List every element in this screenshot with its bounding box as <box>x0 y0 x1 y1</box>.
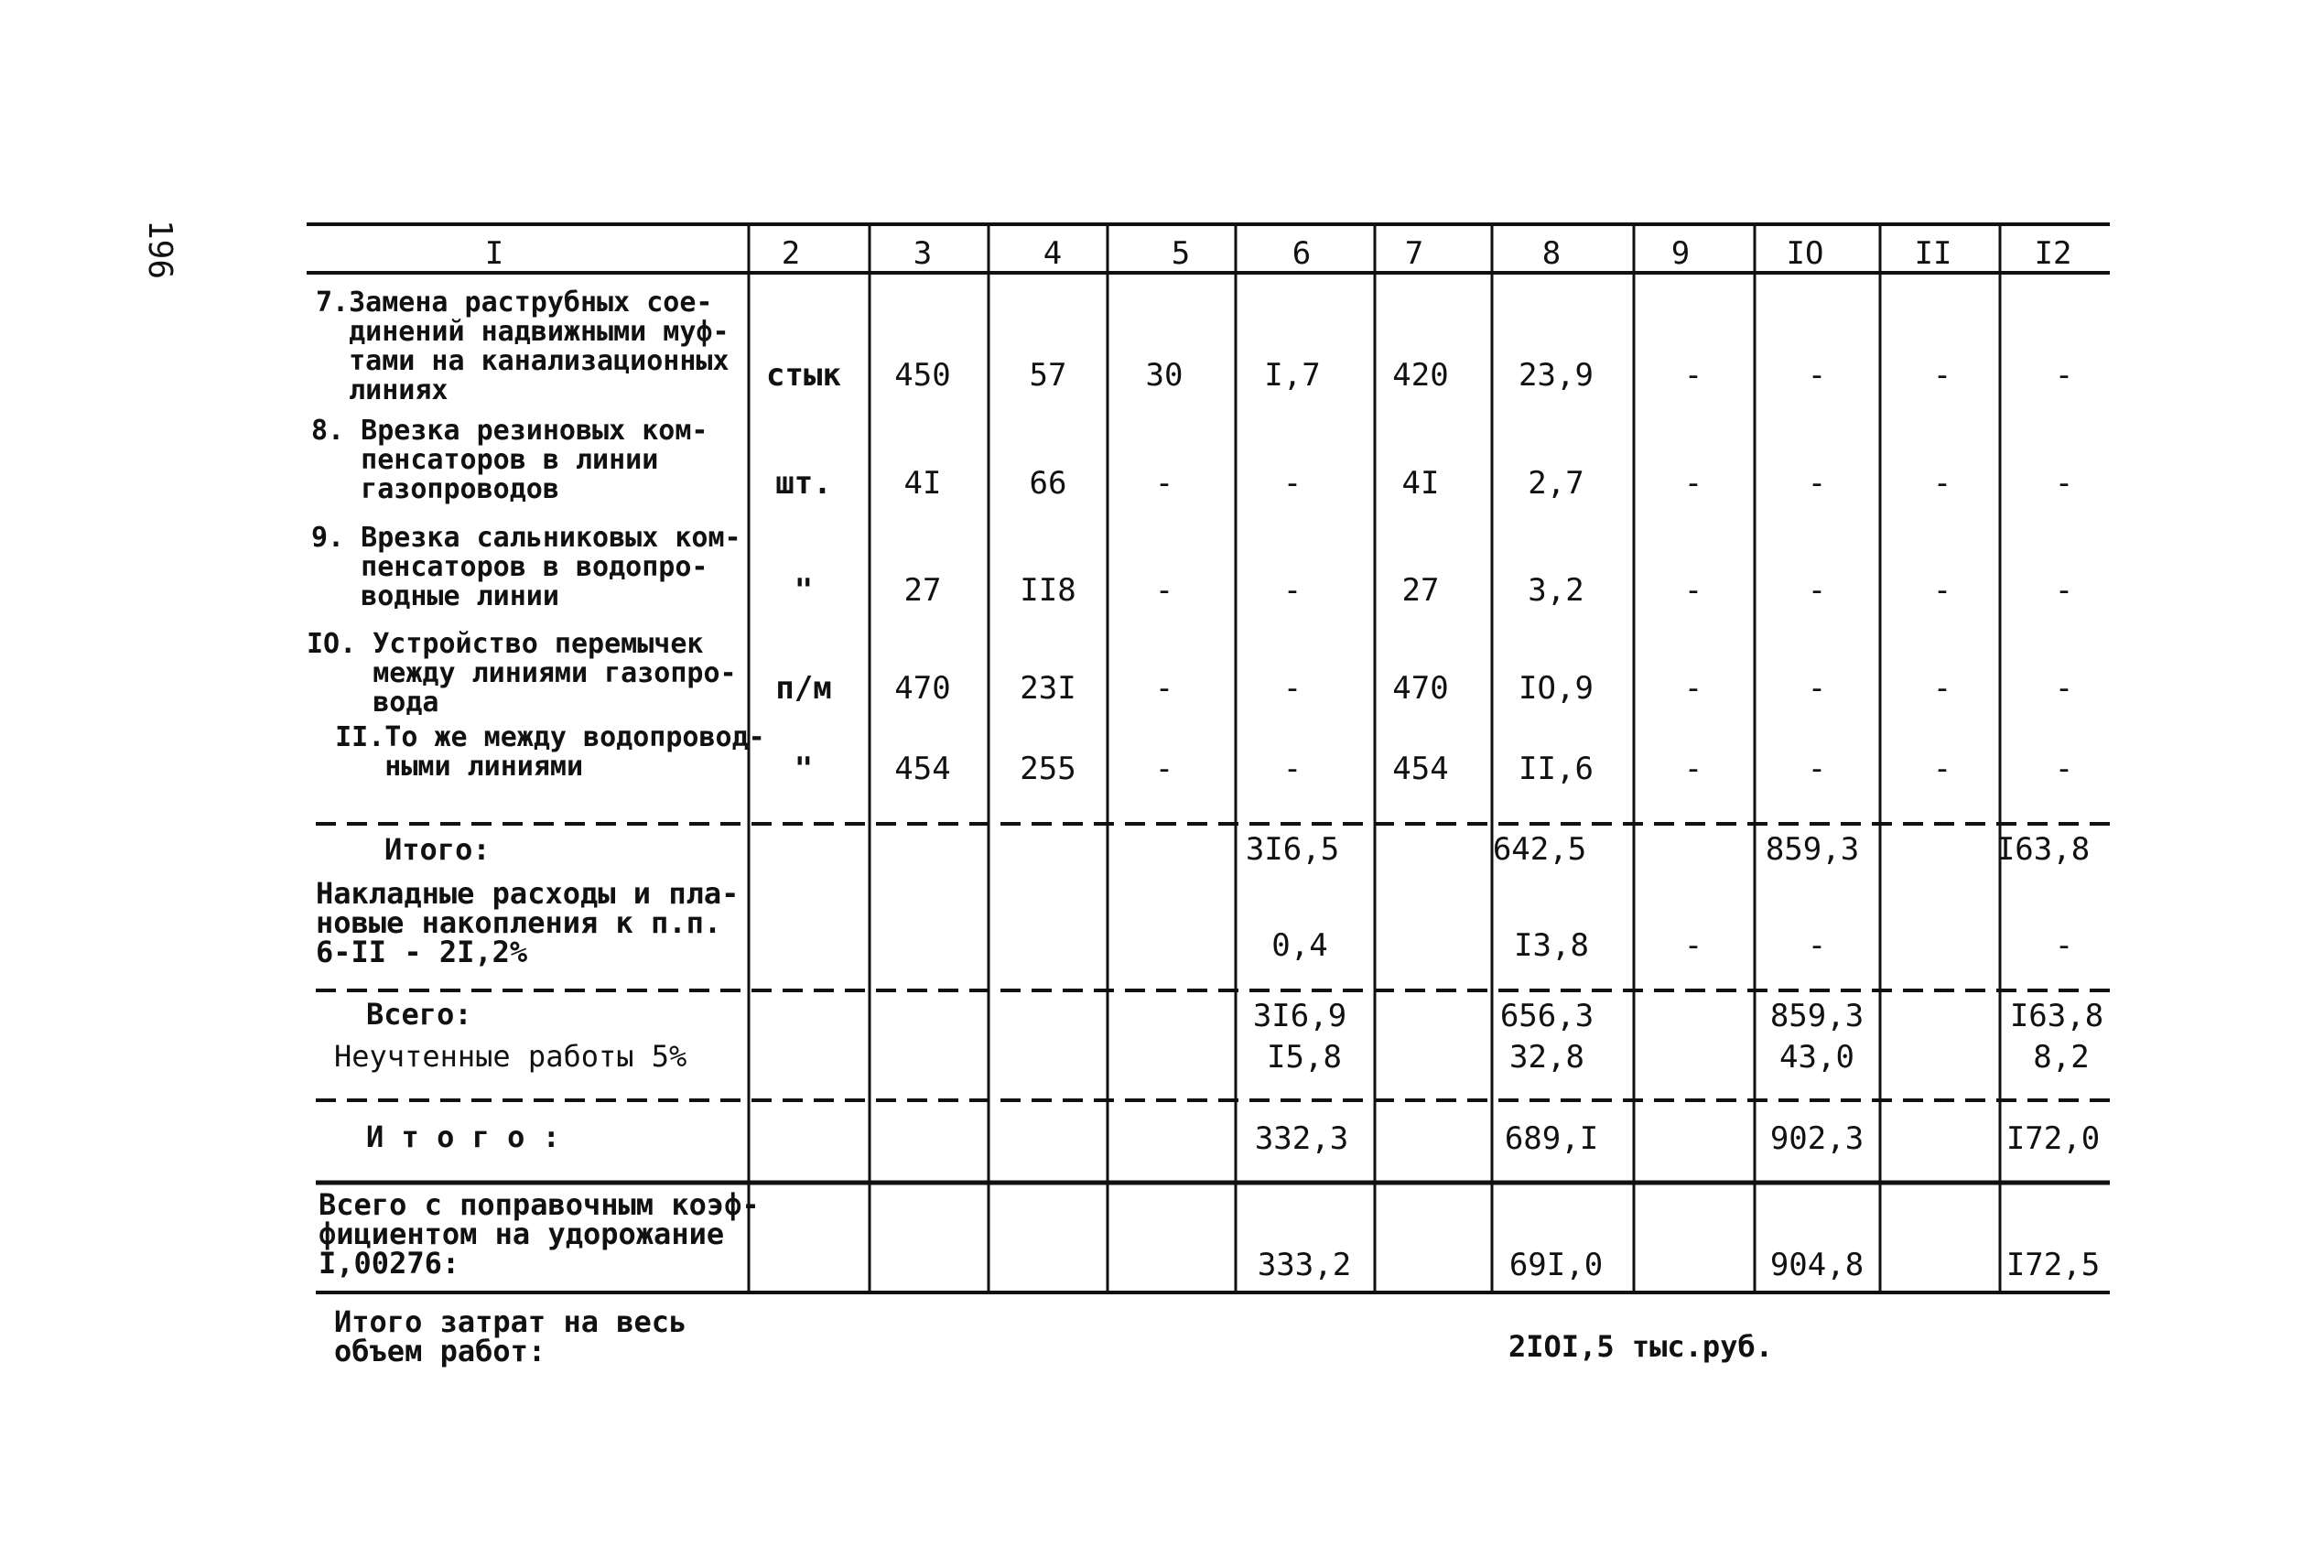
row-9-col-10: - <box>1807 572 1827 609</box>
col-header-12: I2 <box>2034 235 2072 272</box>
row-11-col-9: - <box>1683 751 1703 787</box>
itogo-col-6: 3I6,5 <box>1245 831 1340 868</box>
row-8-col-7: 4I <box>1401 465 1440 502</box>
row-8-col-5: - <box>1154 465 1174 502</box>
itogo-total-col-12: I72,0 <box>2005 1120 2101 1157</box>
vsego-label: Всего: <box>366 997 472 1032</box>
col-header-10: IO <box>1786 235 1824 272</box>
col-header-2: 2 <box>781 235 801 272</box>
row-10-col-10: - <box>1807 670 1827 707</box>
footer-total-value: 2IOI,5 тыс.руб. <box>1508 1329 1773 1364</box>
row-10-col-8: IO,9 <box>1519 670 1594 707</box>
row-11-col-8: II,6 <box>1519 751 1594 787</box>
row-7-col-8: 23,9 <box>1519 357 1594 394</box>
col-header-7: 7 <box>1404 235 1424 272</box>
col-header-1: I <box>484 235 504 272</box>
row-8-col-4: 66 <box>1029 465 1067 502</box>
row-7-col-9: - <box>1683 357 1703 394</box>
itogo-col-12: I63,8 <box>1995 831 2091 868</box>
vsego-col-8: 656,3 <box>1499 998 1594 1034</box>
corrected-col-10: 904,8 <box>1769 1247 1865 1283</box>
row-8-col-10: - <box>1807 465 1827 502</box>
row-11-description: II.То же между водопровод- ными линиями <box>335 721 765 783</box>
itogo-total-col-8: 689,I <box>1504 1120 1599 1157</box>
row-11-unit: " <box>794 751 814 787</box>
row-11-col-7: 454 <box>1392 751 1449 787</box>
row-8-col-9: - <box>1683 465 1703 502</box>
row-9-col-9: - <box>1683 572 1703 609</box>
col-header-6: 6 <box>1292 235 1312 272</box>
row-8-description: 8. Врезка резиновых ком- пенсаторов в линии газопроводов <box>311 415 708 505</box>
col-header-3: 3 <box>913 235 933 272</box>
row-8-col-8: 2,7 <box>1528 465 1584 502</box>
overhead-col-10: - <box>1807 927 1827 964</box>
row-8-col-3: 4I <box>903 465 942 502</box>
row-9-col-3: 27 <box>903 572 942 609</box>
corrected-total-label: Всего с поправочным коэф- фициентом на удорожание I,00276: <box>319 1187 760 1281</box>
corrected-col-6: 333,2 <box>1257 1247 1352 1283</box>
row-8-col-11: - <box>1932 465 1952 502</box>
page-number: 196 <box>141 220 178 280</box>
row-9-col-6: - <box>1282 572 1303 609</box>
row-9-description: 9. Врезка сальниковых ком- пенсаторов в водопро- водные линии <box>311 522 741 612</box>
unaccounted-label: Неучтенные работы 5% <box>334 1039 687 1074</box>
row-10-col-4: 23I <box>1020 670 1076 707</box>
col-header-11: II <box>1914 235 1952 272</box>
itogo-total-label: И т о г о : <box>366 1119 560 1154</box>
row-10-col-6: - <box>1282 670 1303 707</box>
row-7-col-10: - <box>1807 357 1827 394</box>
row-11-col-11: - <box>1932 751 1952 787</box>
row-10-col-9: - <box>1683 670 1703 707</box>
itogo-label: Итого: <box>384 832 491 867</box>
unaccounted-col-8: 32,8 <box>1509 1039 1584 1076</box>
row-7-col-7: 420 <box>1392 357 1449 394</box>
unaccounted-col-6: I5,8 <box>1267 1039 1342 1076</box>
row-7-description: 7.Замена раструбных сое- динений надвижными муф- тами на канализационных линиях <box>316 287 730 406</box>
vsego-col-12: I63,8 <box>2009 998 2104 1034</box>
itogo-col-8: 642,5 <box>1492 831 1587 868</box>
col-header-4: 4 <box>1043 235 1063 272</box>
row-8-col-6: - <box>1282 465 1303 502</box>
row-9-col-8: 3,2 <box>1528 572 1584 609</box>
row-10-col-5: - <box>1154 670 1174 707</box>
overhead-col-9: - <box>1683 927 1703 964</box>
overhead-col-8: I3,8 <box>1514 927 1589 964</box>
overhead-col-12: - <box>2054 927 2074 964</box>
row-10-col-7: 470 <box>1392 670 1449 707</box>
row-9-col-11: - <box>1932 572 1952 609</box>
overhead-label: Накладные расходы и пла- новые накопления к п.п. 6-II - 2I,2% <box>316 876 740 969</box>
vsego-col-6: 3I6,9 <box>1252 998 1347 1034</box>
row-9-col-7: 27 <box>1401 572 1440 609</box>
itogo-total-col-10: 902,3 <box>1769 1120 1865 1157</box>
row-10-description: IO. Устройство перемычек между линиями газопро- вода <box>307 628 737 719</box>
overhead-col-6: 0,4 <box>1271 927 1328 964</box>
row-11-col-5: - <box>1154 751 1174 787</box>
row-11-col-6: - <box>1282 751 1303 787</box>
col-header-8: 8 <box>1541 235 1562 272</box>
row-9-col-5: - <box>1154 572 1174 609</box>
row-7-col-12: - <box>2054 357 2074 394</box>
row-7-col-4: 57 <box>1029 357 1067 394</box>
row-7-col-6: I,7 <box>1264 357 1321 394</box>
row-11-col-10: - <box>1807 751 1827 787</box>
vsego-col-10: 859,3 <box>1769 998 1865 1034</box>
row-10-unit: п/м <box>775 670 832 707</box>
corrected-col-12: I72,5 <box>2005 1247 2101 1283</box>
row-7-col-3: 450 <box>894 357 951 394</box>
row-8-col-12: - <box>2054 465 2074 502</box>
itogo-total-col-6: 332,3 <box>1254 1120 1349 1157</box>
row-10-col-3: 470 <box>894 670 951 707</box>
corrected-col-8: 69I,0 <box>1508 1247 1604 1283</box>
row-10-col-11: - <box>1932 670 1952 707</box>
row-10-col-12: - <box>2054 670 2074 707</box>
itogo-col-10: 859,3 <box>1765 831 1860 868</box>
unaccounted-col-12: 8,2 <box>2033 1039 2090 1076</box>
row-8-unit: шт. <box>775 465 832 502</box>
row-7-col-11: - <box>1932 357 1952 394</box>
row-11-col-3: 454 <box>894 751 951 787</box>
row-9-col-4: II8 <box>1020 572 1076 609</box>
row-7-col-5: 30 <box>1145 357 1184 394</box>
row-11-col-4: 255 <box>1020 751 1076 787</box>
footer-label: Итого затрат на весь объем работ: <box>334 1304 687 1368</box>
row-11-col-12: - <box>2054 751 2074 787</box>
row-9-col-12: - <box>2054 572 2074 609</box>
row-9-unit: " <box>794 572 814 609</box>
col-header-9: 9 <box>1670 235 1691 272</box>
unaccounted-col-10: 43,0 <box>1779 1039 1854 1076</box>
row-7-unit: стык <box>766 357 841 394</box>
col-header-5: 5 <box>1171 235 1191 272</box>
